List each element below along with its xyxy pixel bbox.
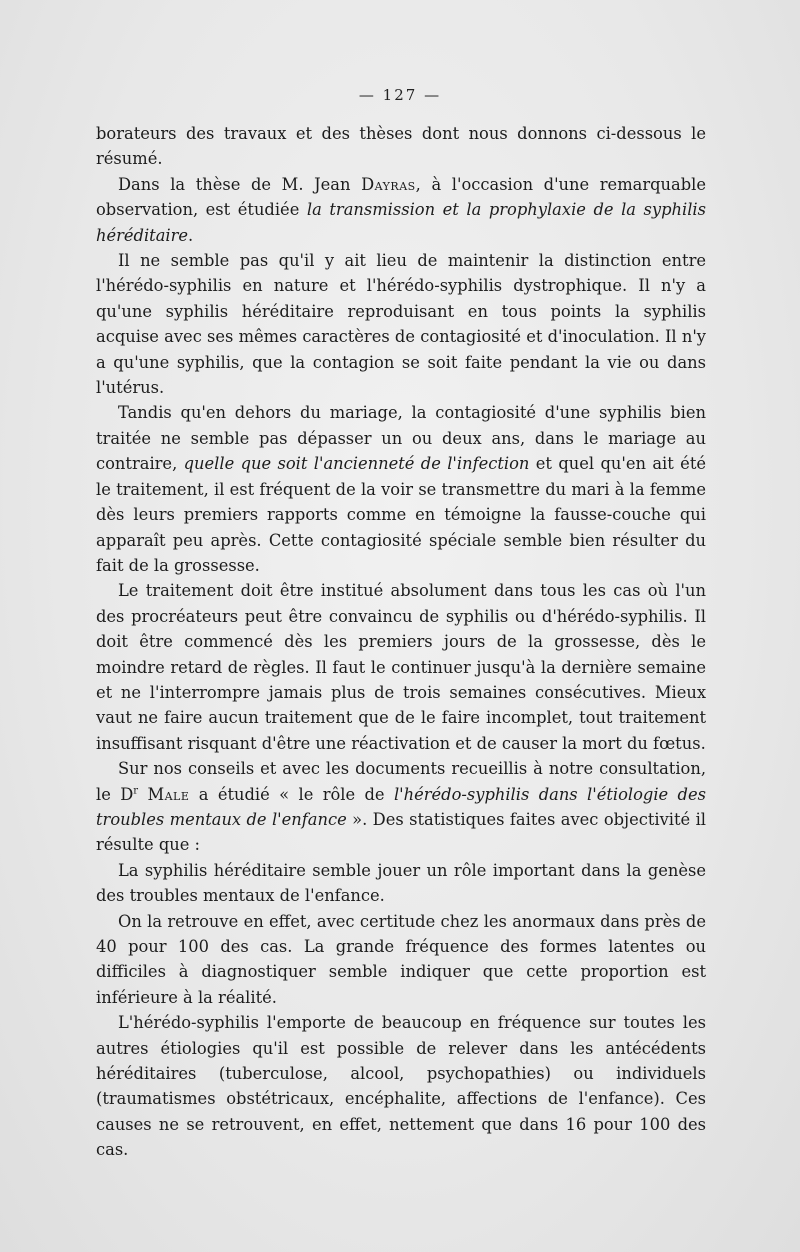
page-number: — 127 —: [358, 86, 442, 104]
paragraph-7: La syphilis héréditaire semble jouer un rôle important dans la genèse des troubles mentaux de l'enfance.: [96, 860, 706, 906]
paragraph-4-text: Tandis qu'en dehors du mariage, la contagiosité d'une syphilis bien traitée ne semble pas dépasser un ou deux ans, dans le mariage au contraire,: [96, 403, 706, 474]
paragraph-6-text: Sur nos conseils et avec les documents recueillis à notre consultation, le D: [96, 759, 706, 804]
paragraph-6-text: ». Des statistiques faites avec objectivité il résulte que :: [96, 809, 706, 855]
emphasis-text: quelle que soit l'ancienneté de l'infection: [183, 454, 530, 474]
paragraph-2-text: .: [188, 225, 194, 245]
paragraph-8: On la retrouve en effet, avec certitude chez les anormaux dans près de 40 pour 100 des cas. La grande fréquence des formes latentes ou difficiles à diagnostiquer semble indiquer que cette proportion est inférieure à la réalité.: [96, 911, 706, 1007]
paragraph-6: [96, 756, 706, 858]
paragraph-4-text: et quel qu'en ait été le traitement, il est fréquent de la voir se transmettre du mari à la femme dès leurs premiers rapports comme en témoigne la fausse-couche qui apparaît peu après. Cette contagiosité spéciale semble bien résulter du fait de la grossesse.: [96, 454, 706, 575]
doctor-superscript: r: [133, 785, 139, 797]
paragraph-1: borateurs des travaux et des thèses dont nous donnons ci-dessous le résumé.: [96, 124, 706, 169]
paragraph-4: [96, 400, 706, 578]
author-male: Male: [147, 784, 190, 804]
paragraph-2-text: , à l'occasion d'une remarquable observation, est étudiée: [96, 174, 707, 220]
study-title: l'hérédo-syphilis dans l'étiologie des troubles mentaux de l'enfance: [96, 784, 706, 829]
paragraph-6-text: a étudié « le rôle de: [189, 784, 394, 804]
paragraph-2-text: Dans la thèse de M. Jean: [118, 174, 362, 194]
author-dayras: Dayras: [361, 174, 416, 194]
paragraph-3: Il ne semble pas qu'il y ait lieu de maintenir la distinction entre l'hérédo-syphilis en nature et l'hérédo-syphilis dystrophique. Il n'y a qu'une syphilis héréditaire reproduisant en tous points la syphilis acquise avec ses mêmes caractères de contagiosité et d'inoculation. Il n'y a qu'une syphilis, que la contagion se soit faite pendant la vie ou dans l'utérus.: [96, 251, 706, 398]
paragraph-2: [96, 172, 706, 248]
thesis-title: la transmission et la prophylaxie de la syphilis héréditaire: [96, 200, 706, 245]
paragraph-5: Le traitement doit être institué absolument dans tous les cas où l'un des procréateurs peut être convaincu de syphilis ou d'hérédo-syphilis. Il doit être commencé dès les premiers jours de la grossesse, dès le moindre retard de règles. Il faut le continuer jusqu'à la dernière semaine et ne l'interrompre jamais plus de trois semaines consécutives. Mieux vaut ne faire aucun traitement que de le faire incomplet, tout traitement insuffisant risquant d'être une réactivation et de causer la mort du fœtus.: [96, 581, 706, 753]
paragraph-9: L'hérédo-syphilis l'emporte de beaucoup en fréquence sur toutes les autres étiologies qu'il est possible de relever dans les antécédents héréditaires (tuberculose, alcool, psychopathies) ou individuels (traumatismes obstétricaux, encéphalite, affections de l'enfance). Ces causes ne se retrouvent, en effet, nettement que dans 16 pour 100 des cas.: [96, 1013, 706, 1160]
body-text: [96, 121, 706, 1163]
